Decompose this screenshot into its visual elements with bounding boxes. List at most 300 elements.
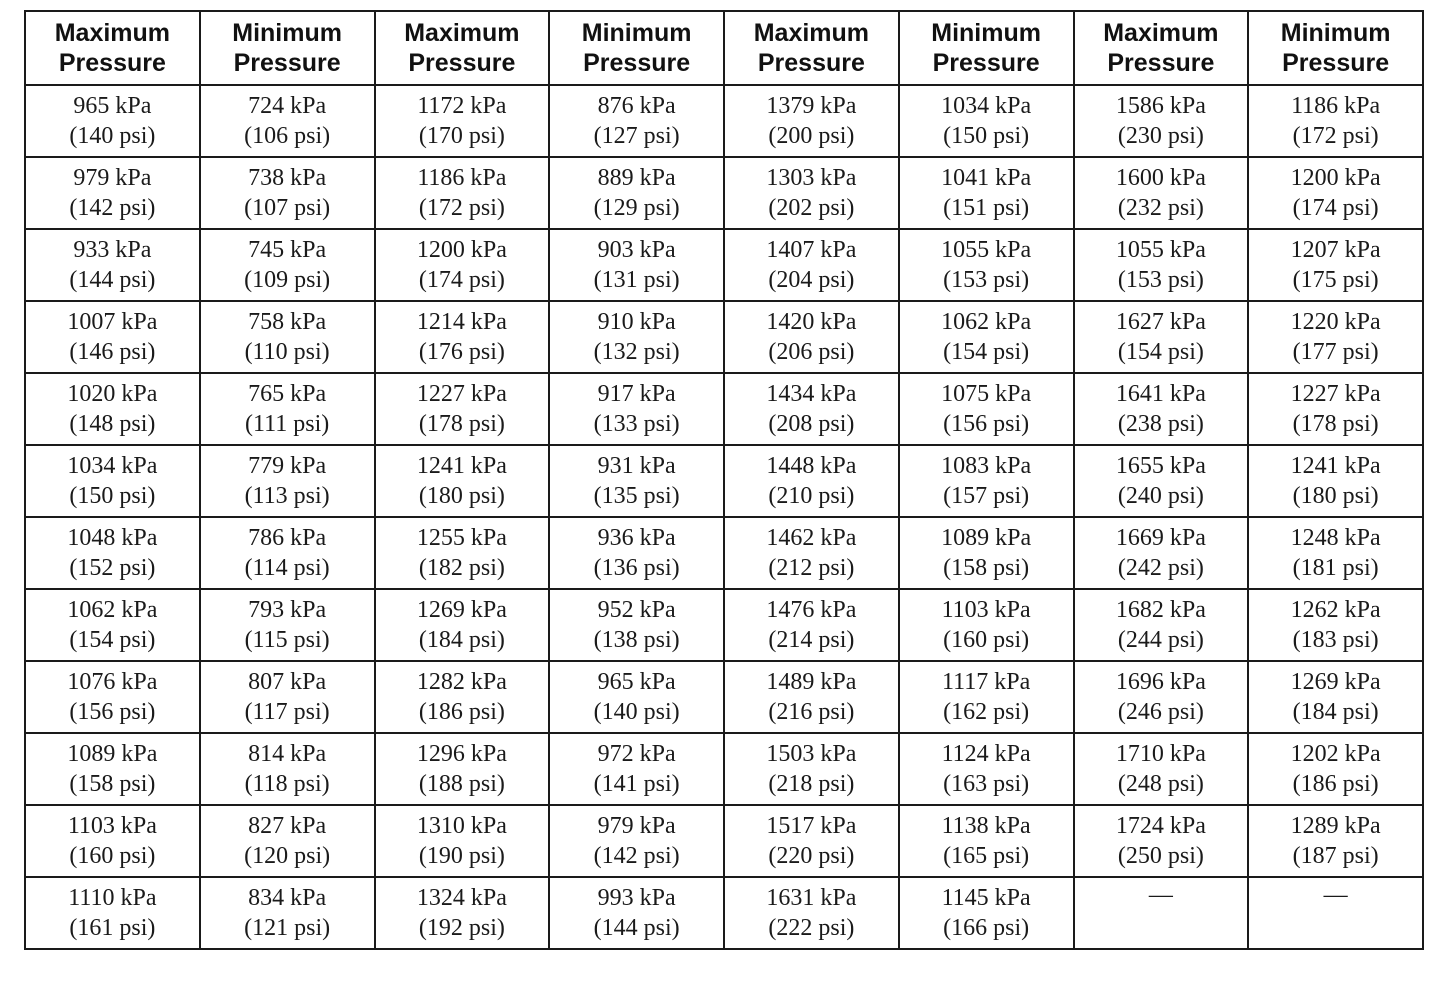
psi-value: (138 psi) [593,627,680,653]
psi-value: (161 psi) [69,915,156,941]
kpa-value: 1214 kPa [416,309,507,335]
table-cell [1074,85,1249,157]
psi-value: (180 psi) [1292,483,1379,509]
kpa-value: 979 kPa [597,813,676,839]
kpa-value: 1075 kPa [941,381,1032,407]
kpa-value: 1503 kPa [766,741,857,767]
kpa-value: 1296 kPa [416,741,507,767]
psi-value: (184 psi) [418,627,505,653]
psi-value: (202 psi) [768,195,855,221]
table-cell [375,157,550,229]
psi-value: (230 psi) [1117,123,1204,149]
table-cell [25,877,200,949]
psi-value: (218 psi) [768,771,855,797]
kpa-value: 993 kPa [597,885,676,911]
column-header [375,11,550,85]
psi-value: (156 psi) [943,411,1030,437]
psi-value: (222 psi) [768,915,855,941]
kpa-value: 903 kPa [597,237,676,263]
column-header [899,11,1074,85]
header-row [25,11,1423,85]
psi-value: (111 psi) [245,411,330,437]
kpa-value: 1262 kPa [1290,597,1381,623]
psi-value: (154 psi) [943,339,1030,365]
psi-value: (144 psi) [69,267,156,293]
psi-value: (192 psi) [418,915,505,941]
psi-value: (183 psi) [1292,627,1379,653]
kpa-value: 1172 kPa [417,93,507,119]
table-cell [25,733,200,805]
pressure-table [24,10,1424,950]
table-body [25,85,1423,949]
psi-value: (146 psi) [69,339,156,365]
psi-value: (232 psi) [1117,195,1204,221]
kpa-value: 1020 kPa [67,381,158,407]
table-cell [200,877,375,949]
kpa-value: 1476 kPa [766,597,857,623]
table-cell [1248,805,1423,877]
column-header [549,11,724,85]
table-cell [899,85,1074,157]
kpa-value: 738 kPa [248,165,327,191]
kpa-value: 965 kPa [73,93,152,119]
kpa-value: 724 kPa [248,93,327,119]
empty-table-cell [1074,877,1249,949]
psi-value: (180 psi) [418,483,505,509]
table-cell [899,589,1074,661]
column-header-line: Maximum [54,19,171,47]
kpa-value: 1227 kPa [416,381,507,407]
table-row [25,661,1423,733]
psi-value: (176 psi) [418,339,505,365]
psi-value: (118 psi) [244,771,330,797]
table-cell [25,373,200,445]
kpa-value: 1517 kPa [766,813,857,839]
table-cell [1248,589,1423,661]
table-cell [25,805,200,877]
kpa-value: 827 kPa [248,813,327,839]
table-cell [724,877,899,949]
table-cell [899,877,1074,949]
table-cell [899,661,1074,733]
kpa-value: 765 kPa [248,381,327,407]
kpa-value: 1710 kPa [1115,741,1206,767]
column-header-line: Pressure [408,49,516,77]
table-cell [549,157,724,229]
psi-value: (186 psi) [418,699,505,725]
kpa-value: 1269 kPa [1290,669,1381,695]
kpa-value: 1062 kPa [67,597,158,623]
table-row [25,85,1423,157]
kpa-value: 1055 kPa [1115,237,1206,263]
table-row [25,229,1423,301]
kpa-value: — [1323,882,1348,908]
kpa-value: 1117 kPa [942,669,1031,695]
psi-value: (150 psi) [943,123,1030,149]
table-cell [375,733,550,805]
kpa-value: 952 kPa [597,597,676,623]
table-cell [724,733,899,805]
psi-value: (246 psi) [1117,699,1204,725]
psi-value: (172 psi) [1292,123,1379,149]
kpa-value: 1227 kPa [1290,381,1381,407]
table-cell [200,733,375,805]
kpa-value: 1103 kPa [941,597,1031,623]
kpa-value: 1083 kPa [941,453,1032,479]
table-cell [549,805,724,877]
psi-value: (166 psi) [943,915,1030,941]
kpa-value: 917 kPa [597,381,676,407]
table-cell [899,733,1074,805]
psi-value: (172 psi) [418,195,505,221]
table-cell [25,445,200,517]
kpa-value: 793 kPa [248,597,327,623]
kpa-value: 1103 kPa [67,813,157,839]
kpa-value: 1324 kPa [416,885,507,911]
kpa-value: 936 kPa [597,525,676,551]
psi-value: (154 psi) [1117,339,1204,365]
psi-value: (153 psi) [943,267,1030,293]
table-cell [549,877,724,949]
kpa-value: 745 kPa [248,237,327,263]
column-header [200,11,375,85]
column-header [25,11,200,85]
column-header-line: Minimum [232,19,342,47]
table-cell [549,229,724,301]
table-cell [1074,157,1249,229]
psi-value: (162 psi) [943,699,1030,725]
kpa-value: 910 kPa [597,309,676,335]
psi-value: (133 psi) [593,411,680,437]
kpa-value: 1007 kPa [67,309,158,335]
table-cell [899,301,1074,373]
table-cell [899,445,1074,517]
psi-value: (240 psi) [1117,483,1204,509]
kpa-value: 1034 kPa [67,453,158,479]
table-cell [200,373,375,445]
kpa-value: 1241 kPa [1290,453,1381,479]
column-header-line: Pressure [233,49,341,77]
table-cell [200,229,375,301]
psi-value: (114 psi) [244,555,330,581]
table-cell [724,661,899,733]
psi-value: (120 psi) [244,843,331,869]
table-cell [724,301,899,373]
psi-value: (174 psi) [418,267,505,293]
table-cell [724,589,899,661]
psi-value: (113 psi) [244,483,330,509]
table-cell [899,157,1074,229]
psi-value: (142 psi) [69,195,156,221]
table-cell [200,517,375,589]
psi-value: (157 psi) [943,483,1030,509]
table-cell [899,373,1074,445]
psi-value: (121 psi) [244,915,331,941]
table-row [25,877,1423,949]
table-cell [549,733,724,805]
kpa-value: 1186 kPa [417,165,507,191]
psi-value: (165 psi) [943,843,1030,869]
table-cell [899,229,1074,301]
table-cell [1074,805,1249,877]
column-header-line: Minimum [931,19,1041,47]
table-cell [1248,229,1423,301]
kpa-value: 1034 kPa [941,93,1032,119]
psi-value: (150 psi) [69,483,156,509]
table-cell [1248,517,1423,589]
table-cell [724,157,899,229]
table-cell [724,445,899,517]
kpa-value: 1724 kPa [1115,813,1206,839]
table-cell [549,445,724,517]
psi-value: (144 psi) [593,915,680,941]
psi-value: (141 psi) [593,771,680,797]
psi-value: (181 psi) [1292,555,1379,581]
psi-value: (174 psi) [1292,195,1379,221]
kpa-value: 779 kPa [248,453,327,479]
table-cell [1074,373,1249,445]
psi-value: (204 psi) [768,267,855,293]
column-header-line: Maximum [1103,19,1219,47]
psi-value: (238 psi) [1117,411,1204,437]
kpa-value: 1600 kPa [1115,165,1206,191]
psi-value: (160 psi) [69,843,156,869]
kpa-value: 1248 kPa [1290,525,1381,551]
psi-value: (186 psi) [1292,771,1379,797]
psi-value: (151 psi) [943,195,1030,221]
table-row [25,805,1423,877]
kpa-value: 814 kPa [248,741,327,767]
table-cell [200,805,375,877]
kpa-value: 1055 kPa [941,237,1032,263]
column-header-line: Maximum [404,19,520,47]
kpa-value: 1631 kPa [766,885,857,911]
table-cell [1074,733,1249,805]
table-cell [549,589,724,661]
psi-value: (109 psi) [244,267,331,293]
table-cell [375,877,550,949]
psi-value: (127 psi) [593,123,680,149]
psi-value: (250 psi) [1117,843,1204,869]
table-cell [200,445,375,517]
psi-value: (190 psi) [418,843,505,869]
psi-value: (115 psi) [244,627,330,653]
table-cell [200,157,375,229]
psi-value: (110 psi) [244,339,330,365]
kpa-value: 1682 kPa [1115,597,1206,623]
table-cell [25,589,200,661]
psi-value: (107 psi) [244,195,331,221]
column-header-line: Pressure [757,49,865,77]
table-cell [375,589,550,661]
table-cell [1074,445,1249,517]
kpa-value: 1110 kPa [68,885,157,911]
table-cell [375,805,550,877]
table-cell [1248,733,1423,805]
table-row [25,373,1423,445]
kpa-value: 965 kPa [597,669,676,695]
kpa-value: 1089 kPa [67,741,158,767]
table-cell [724,517,899,589]
table-cell [1248,157,1423,229]
psi-value: (153 psi) [1117,267,1204,293]
kpa-value: 1379 kPa [766,93,857,119]
table-cell [1248,445,1423,517]
table-cell [25,85,200,157]
psi-value: (175 psi) [1292,267,1379,293]
kpa-value: 972 kPa [597,741,676,767]
table-cell [1248,373,1423,445]
table-row [25,301,1423,373]
kpa-value: 1207 kPa [1290,237,1381,263]
psi-value: (177 psi) [1292,339,1379,365]
table-cell [375,229,550,301]
table-cell [724,373,899,445]
psi-value: (182 psi) [418,555,505,581]
table-cell [375,517,550,589]
kpa-value: 1669 kPa [1115,525,1206,551]
psi-value: (140 psi) [69,123,156,149]
kpa-value: 1186 kPa [1291,93,1381,119]
table-cell [1074,229,1249,301]
kpa-value: 1202 kPa [1290,741,1381,767]
kpa-value: 1303 kPa [766,165,857,191]
table-cell [899,805,1074,877]
psi-value: (212 psi) [768,555,855,581]
psi-value: (132 psi) [593,339,680,365]
column-header-line: Pressure [1107,49,1215,77]
psi-value: (156 psi) [69,699,156,725]
psi-value: (136 psi) [593,555,680,581]
psi-value: (187 psi) [1292,843,1379,869]
pressure-table-container [24,10,1424,950]
table-cell [25,301,200,373]
psi-value: (117 psi) [244,699,330,725]
psi-value: (178 psi) [1292,411,1379,437]
table-cell [549,661,724,733]
psi-value: (188 psi) [418,771,505,797]
table-cell [200,589,375,661]
psi-value: (178 psi) [418,411,505,437]
psi-value: (158 psi) [69,771,156,797]
kpa-value: 889 kPa [597,165,676,191]
kpa-value: 1448 kPa [766,453,857,479]
kpa-value: 1407 kPa [766,237,857,263]
kpa-value: 1434 kPa [766,381,857,407]
psi-value: (216 psi) [768,699,855,725]
psi-value: (208 psi) [768,411,855,437]
table-cell [200,661,375,733]
kpa-value: 1076 kPa [67,669,158,695]
kpa-value: 758 kPa [248,309,327,335]
psi-value: (200 psi) [768,123,855,149]
kpa-value: 1145 kPa [941,885,1031,911]
kpa-value: 1489 kPa [766,669,857,695]
table-cell [1248,301,1423,373]
kpa-value: 1089 kPa [941,525,1032,551]
kpa-value: 979 kPa [73,165,152,191]
kpa-value: 1048 kPa [67,525,158,551]
kpa-value: 1586 kPa [1115,93,1206,119]
kpa-value: 1138 kPa [941,813,1031,839]
table-cell [375,85,550,157]
table-row [25,517,1423,589]
column-header [724,11,899,85]
kpa-value: 1282 kPa [416,669,507,695]
table-cell [25,157,200,229]
psi-value: (210 psi) [768,483,855,509]
empty-table-cell [1248,877,1423,949]
table-cell [375,661,550,733]
table-cell [549,373,724,445]
kpa-value: 1420 kPa [766,309,857,335]
table-cell [724,229,899,301]
column-header-line: Pressure [583,49,691,77]
psi-value: (214 psi) [768,627,855,653]
psi-value: (244 psi) [1117,627,1204,653]
table-cell [899,517,1074,589]
table-cell [200,301,375,373]
psi-value: (242 psi) [1117,555,1204,581]
table-cell [1074,589,1249,661]
kpa-value: 1255 kPa [416,525,507,551]
kpa-value: 1220 kPa [1290,309,1381,335]
kpa-value: 786 kPa [248,525,327,551]
table-cell [375,301,550,373]
psi-value: (170 psi) [418,123,505,149]
column-header [1248,11,1423,85]
kpa-value: 1462 kPa [766,525,857,551]
psi-value: (160 psi) [943,627,1030,653]
kpa-value: 1241 kPa [416,453,507,479]
psi-value: (163 psi) [943,771,1030,797]
kpa-value: 1655 kPa [1115,453,1206,479]
column-header-line: Pressure [932,49,1040,77]
psi-value: (184 psi) [1292,699,1379,725]
column-header-line: Pressure [1282,49,1390,77]
table-cell [549,301,724,373]
kpa-value: — [1148,882,1173,908]
kpa-value: 1641 kPa [1115,381,1206,407]
table-cell [25,229,200,301]
table-cell [25,517,200,589]
table-row [25,445,1423,517]
table-cell [549,517,724,589]
table-cell [1074,301,1249,373]
psi-value: (131 psi) [593,267,680,293]
kpa-value: 1310 kPa [416,813,507,839]
kpa-value: 1062 kPa [941,309,1032,335]
table-row [25,589,1423,661]
table-cell [25,661,200,733]
table-cell [724,85,899,157]
column-header-line: Maximum [753,19,870,47]
table-cell [1248,661,1423,733]
kpa-value: 1041 kPa [941,165,1032,191]
table-cell [375,445,550,517]
kpa-value: 1289 kPa [1290,813,1381,839]
kpa-value: 1200 kPa [416,237,507,263]
kpa-value: 1200 kPa [1290,165,1381,191]
psi-value: (106 psi) [244,123,331,149]
column-header [1074,11,1249,85]
table-row [25,157,1423,229]
table-cell [549,85,724,157]
kpa-value: 807 kPa [248,669,327,695]
psi-value: (248 psi) [1117,771,1204,797]
table-header [25,11,1423,85]
table-cell [1074,661,1249,733]
